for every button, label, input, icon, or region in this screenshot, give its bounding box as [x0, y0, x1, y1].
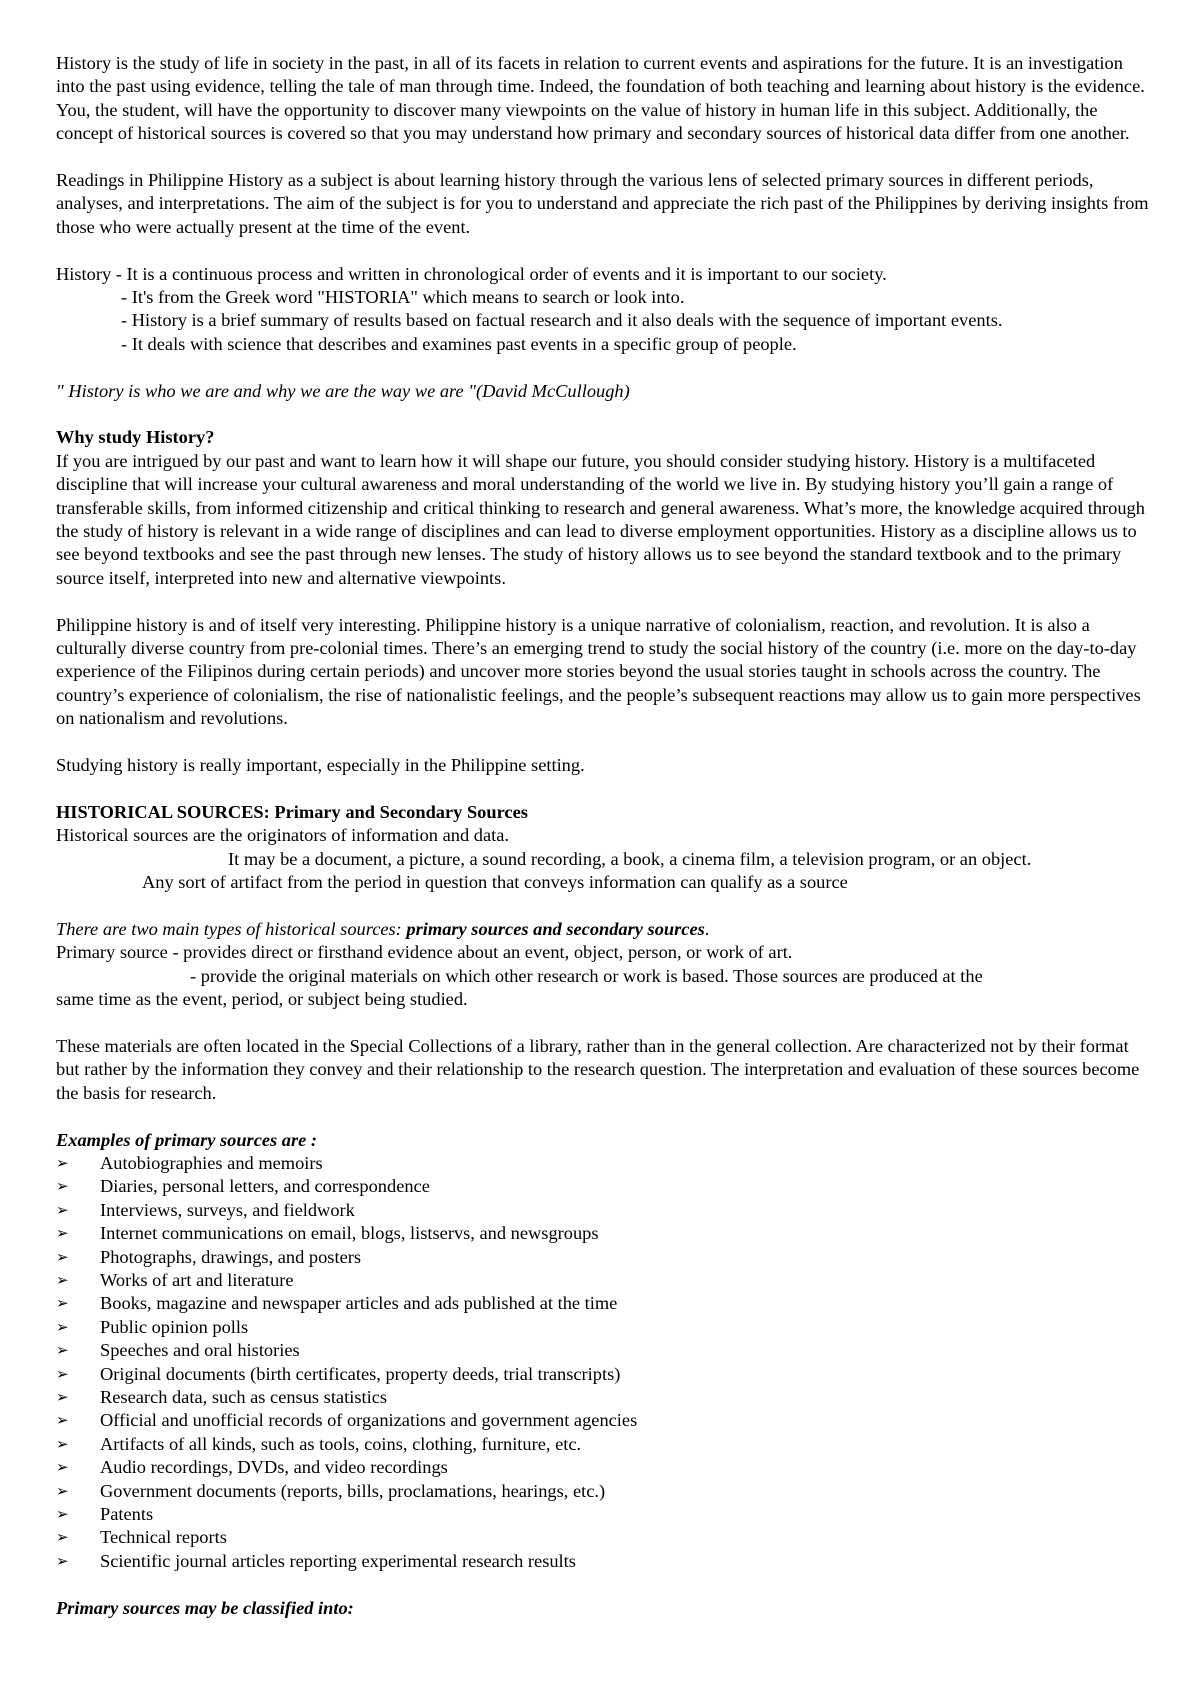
list-item-text: Research data, such as census statistics — [100, 1387, 388, 1407]
spacer — [56, 1012, 1150, 1035]
list-item-text: Scientific journal articles reporting experimental research results — [100, 1550, 576, 1571]
source-types-lead: There are two main types of historical sources: — [56, 918, 407, 939]
arrow-bullet-icon: ➢ — [56, 1411, 69, 1430]
arrow-bullet-icon: ➢ — [56, 1481, 69, 1500]
examples-heading: Examples of primary sources are : — [56, 1129, 318, 1150]
source-types-end: . — [704, 918, 710, 939]
sources-line-3: Any sort of artifact from the period in question that conveys information can qualify as a source — [142, 872, 848, 893]
why-paragraph-1: If you are intrigued by our past and want to learn how it will shape our future, you should consider studying history. History is a multifaceted discipline that will increase your cultural awareness and moral understanding of the world we live in. By studying history you’ll gain a range of transferable skills, from informed citizenship and critical thinking to research and general awareness. What’s more, the knowledge acquired through the study of history is relevant in a wide range of disciplines and can lead to diverse employment opportunities. History as a discipline allows us to see beyond textbooks and see the past through new lenses. The study of history allows us to see beyond the standard textbook and to the primary source itself, interpreted into new and alternative viewpoints. — [56, 450, 1145, 588]
list-item — [56, 1409, 1150, 1432]
list-item-text: Photographs, drawings, and posters — [100, 1246, 362, 1267]
list-item-text: Technical reports — [100, 1527, 227, 1548]
definition-point-1: - It's from the Greek word "HISTORIA" which means to search or look into. — [121, 287, 685, 308]
intro-paragraph-1: History is the study of life in society in the past, in all of its facets in relation to current events and aspirations for the future. It is an investigation into the past using evidence, telling the tale of man through time. Indeed, the foundation of both teaching and learning about history is the evidence. You, the student, will have the opportunity to discover many viewpoints on the value of history in human life in this subject. Additionally, the concept of historical sources is covered so that you may understand how primary and secondary sources of historical data differ from one another. — [56, 53, 1145, 144]
list-item-text: Speeches and oral histories — [100, 1340, 300, 1361]
list-item — [56, 1526, 1150, 1549]
arrow-bullet-icon: ➢ — [56, 1317, 69, 1336]
arrow-bullet-icon: ➢ — [56, 1551, 69, 1570]
list-item-text: Public opinion polls — [100, 1316, 249, 1337]
list-item-text: Autobiographies and memoirs — [100, 1152, 323, 1173]
definition-point-2: - History is a brief summary of results based on factual research and it also deals with the sequence of important events. — [121, 310, 1003, 331]
arrow-bullet-icon: ➢ — [56, 1177, 69, 1196]
spacer — [56, 403, 1150, 426]
list-item — [56, 1503, 1150, 1526]
arrow-bullet-icon: ➢ — [56, 1200, 69, 1219]
spacer — [56, 778, 1150, 801]
list-item-text: Original documents (birth certificates, property deeds, trial transcripts) — [100, 1363, 621, 1384]
why-study-heading: Why study History? — [56, 427, 215, 448]
arrow-bullet-icon: ➢ — [56, 1528, 69, 1547]
list-item — [56, 1292, 1150, 1315]
mccullough-quote: " History is who we are and why we are the way we are "(David McCullough) — [56, 380, 630, 401]
collections-paragraph: These materials are often located in the Special Collections of a library, rather than in the general collection. Are characterized not by their format but rather by the information they convey and their relationship to the research question. The interpretation and evaluation of these sources become the basis for research. — [56, 1035, 1140, 1103]
list-item — [56, 1222, 1150, 1245]
spacer — [56, 239, 1150, 262]
primary-source-def-2: - provide the original materials on which other research or work is based. Those sources are produced at the — [190, 965, 983, 986]
list-item-text: Internet communications on email, blogs, listservs, and newsgroups — [100, 1223, 599, 1244]
arrow-bullet-icon: ➢ — [56, 1434, 69, 1453]
historical-sources-heading: HISTORICAL SOURCES: Primary and Secondary Sources — [56, 801, 528, 822]
arrow-bullet-icon: ➢ — [56, 1458, 69, 1477]
spacer — [56, 590, 1150, 613]
arrow-bullet-icon: ➢ — [56, 1294, 69, 1313]
spacer — [56, 731, 1150, 754]
list-item — [56, 1152, 1150, 1175]
list-item — [56, 1480, 1150, 1503]
list-item — [56, 1175, 1150, 1198]
list-item-text: Official and unofficial records of organizations and government agencies — [100, 1410, 638, 1431]
intro-paragraph-2: Readings in Philippine History as a subject is about learning history through the various lens of selected primary sources in different periods, analyses, and interpretations. The aim of the subject is for you to understand and appreciate the rich past of the Philippines by deriving insights from those who were actually present at the time of the event. — [56, 170, 1149, 237]
list-item-text: Works of art and literature — [100, 1269, 294, 1290]
source-types-line — [56, 918, 1150, 941]
examples-list — [56, 1152, 1150, 1573]
arrow-bullet-icon: ➢ — [56, 1270, 69, 1289]
definition-point-3: - It deals with science that describes and examines past events in a specific group of people. — [121, 333, 797, 354]
list-item-text: Interviews, surveys, and fieldwork — [100, 1199, 355, 1220]
list-item — [56, 1433, 1150, 1456]
spacer — [56, 1105, 1150, 1128]
list-item — [56, 1339, 1150, 1362]
arrow-bullet-icon: ➢ — [56, 1341, 69, 1360]
why-paragraph-3: Studying history is really important, especially in the Philippine setting. — [56, 755, 585, 776]
arrow-bullet-icon: ➢ — [56, 1364, 69, 1383]
sources-line-2: It may be a document, a picture, a sound recording, a book, a cinema film, a television program, or an object. — [228, 848, 1032, 869]
list-item — [56, 1246, 1150, 1269]
source-types-bold: primary sources and secondary sources — [406, 918, 705, 939]
arrow-bullet-icon: ➢ — [56, 1153, 69, 1172]
sources-line-1: Historical sources are the originators of information and data. — [56, 825, 509, 846]
arrow-bullet-icon: ➢ — [56, 1247, 69, 1266]
list-item-text: Government documents (reports, bills, proclamations, hearings, etc.) — [100, 1480, 606, 1501]
arrow-bullet-icon: ➢ — [56, 1505, 69, 1524]
list-item — [56, 1199, 1150, 1222]
spacer — [56, 356, 1150, 379]
list-item-text: Books, magazine and newspaper articles and ads published at the time — [100, 1293, 618, 1314]
list-item — [56, 1550, 1150, 1573]
spacer — [56, 146, 1150, 169]
primary-source-def-1: Primary source - provides direct or firsthand evidence about an event, object, person, or work of art. — [56, 942, 793, 963]
arrow-bullet-icon: ➢ — [56, 1388, 69, 1406]
list-item — [56, 1386, 1150, 1409]
list-item — [56, 1316, 1150, 1339]
list-item-text: Artifacts of all kinds, such as tools, coins, clothing, furniture, etc. — [100, 1433, 582, 1454]
primary-source-def-2-cont: same time as the event, period, or subject being studied. — [56, 989, 468, 1010]
history-definition: History - It is a continuous process and written in chronological order of events and it is important to our society. — [56, 263, 887, 284]
list-item-text: Diaries, personal letters, and correspondence — [100, 1176, 430, 1197]
arrow-bullet-icon: ➢ — [56, 1224, 69, 1243]
classified-heading: Primary sources may be classified into: — [56, 1597, 354, 1618]
list-item — [56, 1456, 1150, 1479]
list-item-text: Audio recordings, DVDs, and video recordings — [100, 1457, 448, 1478]
list-item — [56, 1269, 1150, 1292]
spacer — [56, 1573, 1150, 1596]
spacer — [56, 895, 1150, 918]
list-item-text: Patents — [100, 1504, 154, 1525]
why-paragraph-2: Philippine history is and of itself very interesting. Philippine history is a unique narrative of colonialism, reaction, and revolution. It is also a culturally diverse country from pre-colonial times. There’s an emerging trend to study the social history of the country (i.e. more on the day-to-day experience of the Filipinos during certain periods) and uncover more stories beyond the usual stories taught in schools across the country. The country’s experience of colonialism, the rise of nationalistic feelings, and the people’s subsequent reactions may allow us to gain more perspectives on nationalism and revolutions. — [56, 614, 1141, 729]
list-item — [56, 1363, 1150, 1386]
